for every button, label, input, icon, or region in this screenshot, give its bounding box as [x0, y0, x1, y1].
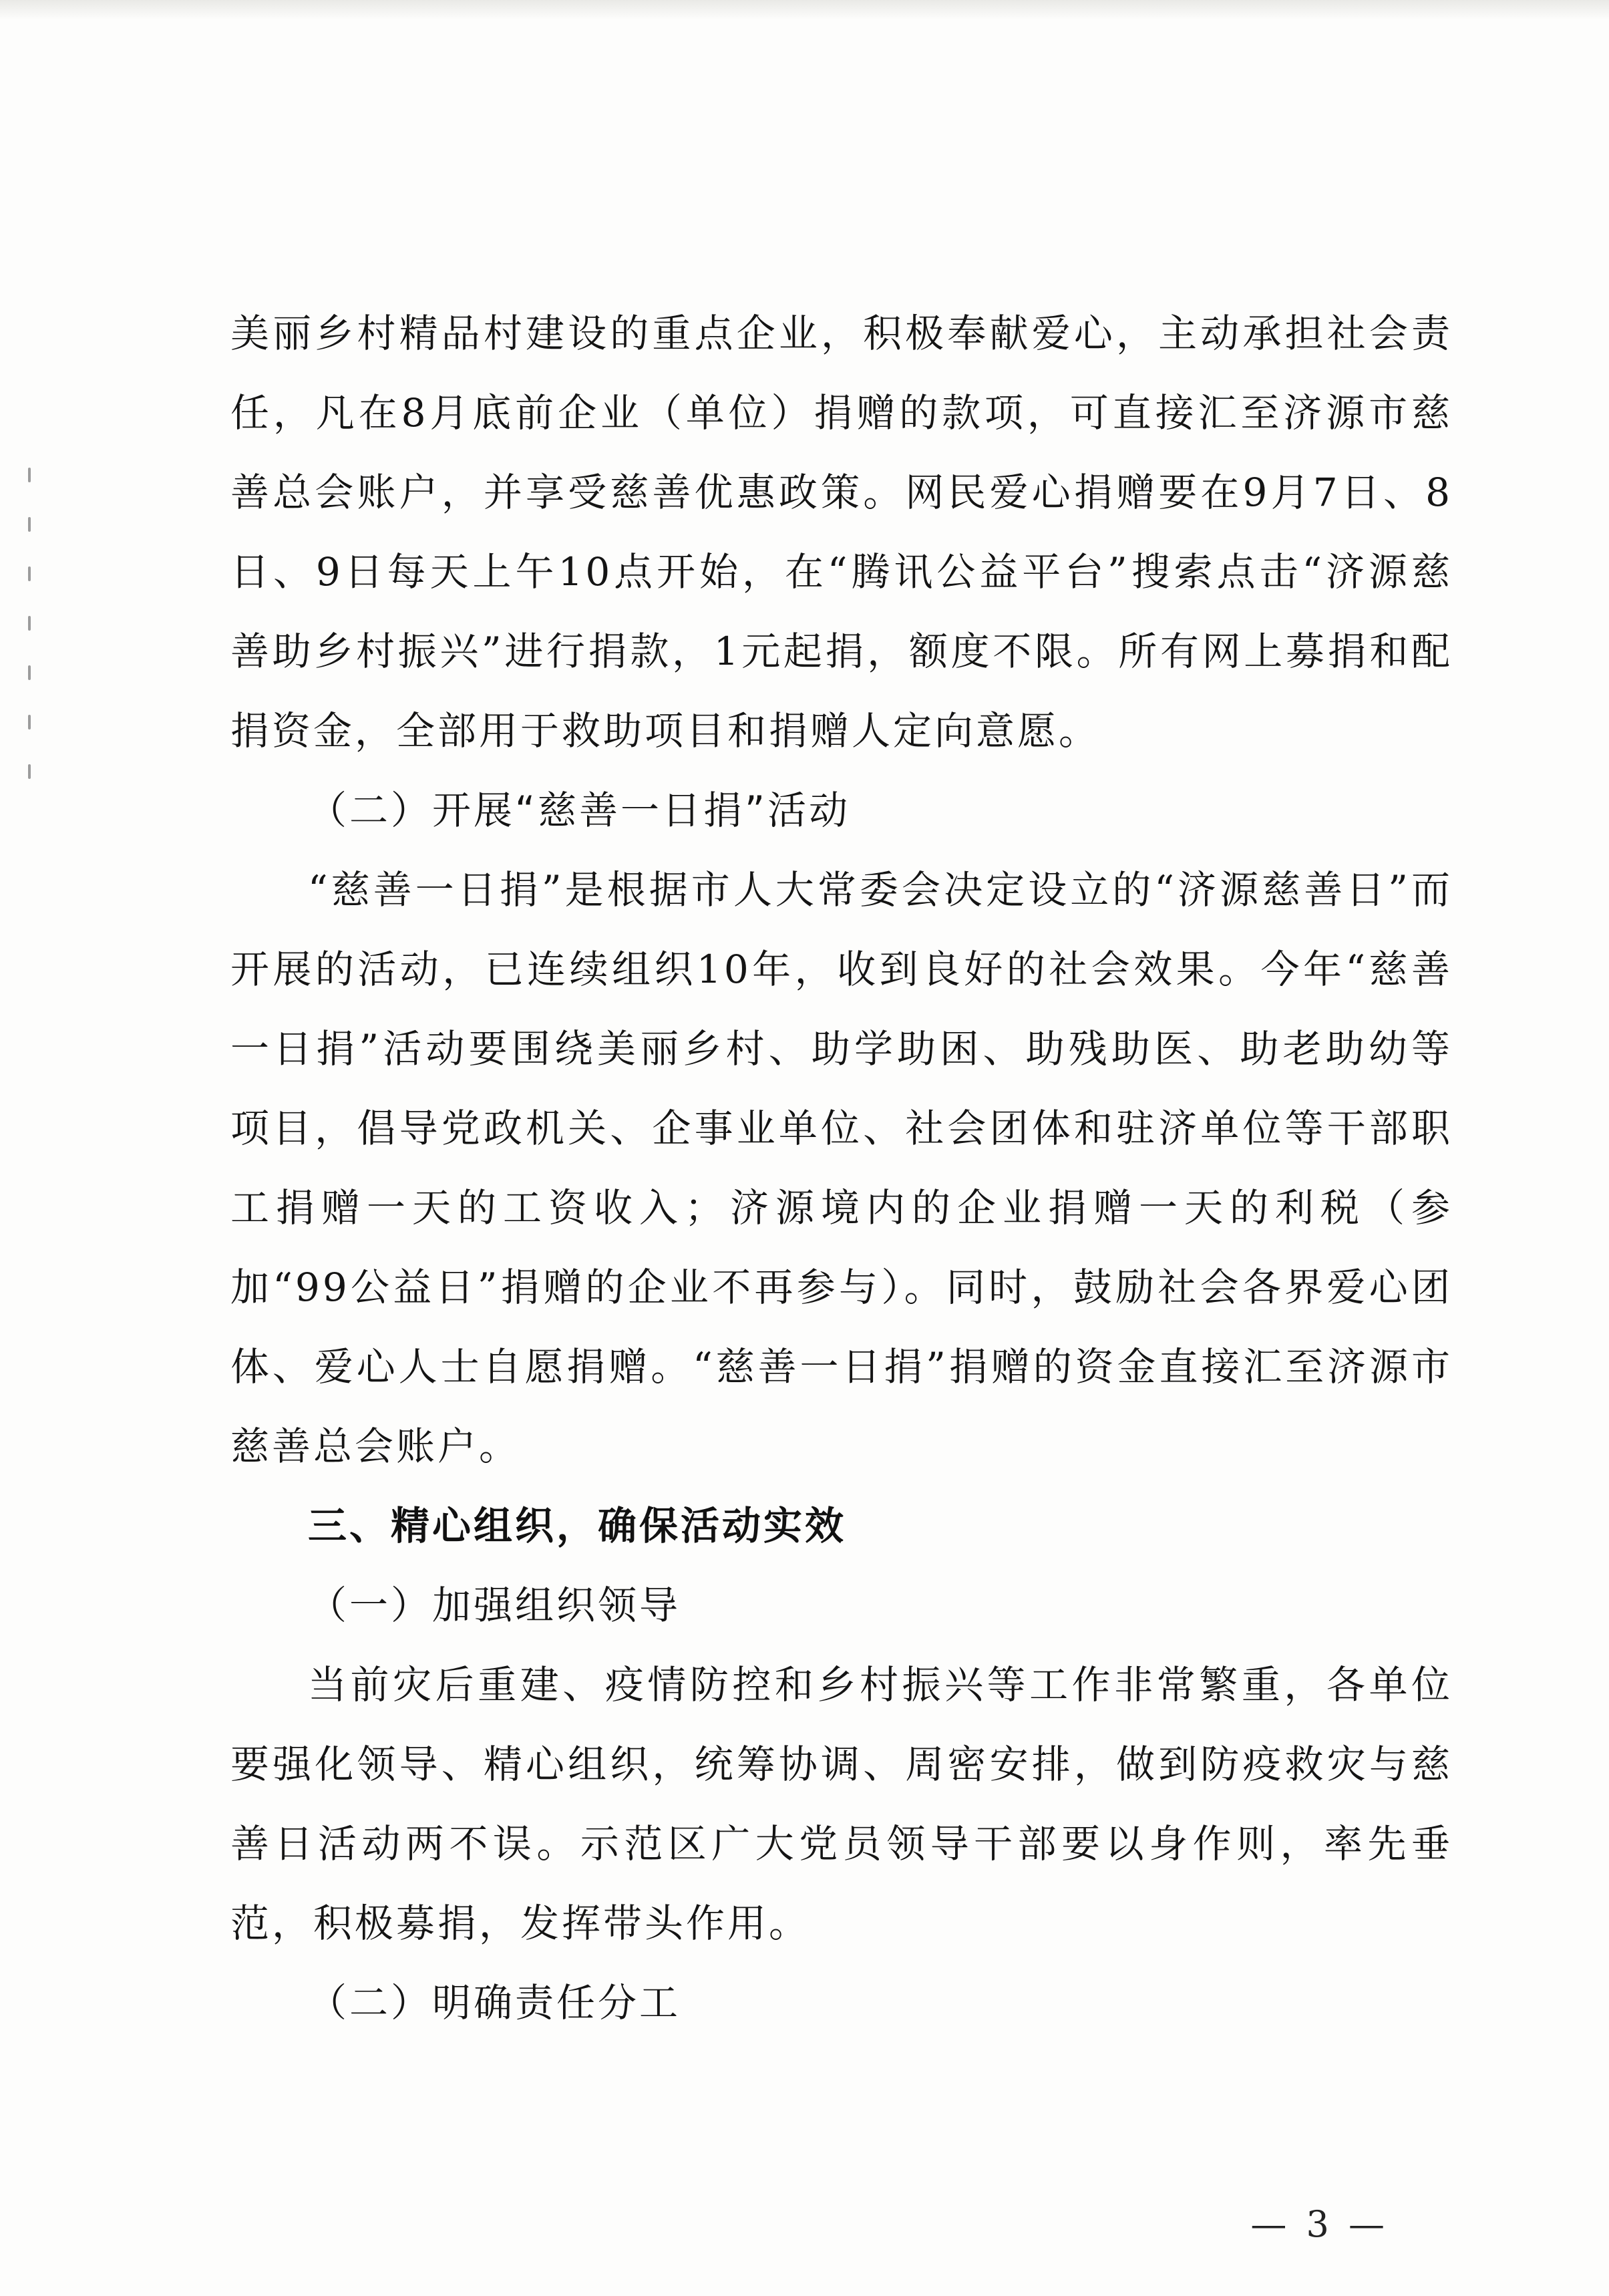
scan-edge: [0, 0, 1609, 20]
binding-holes: [25, 468, 35, 815]
section-heading-3-2: （二）明确责任分工: [308, 1980, 681, 2025]
document-body: [230, 294, 1453, 2043]
paragraph-charity-day: “慈善一日捐”是根据市人大常委会决定设立的“济源慈善日”而开展的活动，已连续组织10年，收到良好的社会效果。今年“慈善一日捐”活动要围绕美丽乡村、助学助困、助残助医、助老助幼等项目，倡导党政机关、企事业单位、社会团体和驻济单位等干部职工捐赠一天的工资收入；济源境内的企业捐赠一天的利税（参加“99公益日”捐赠的企业不再参与）。同时，鼓励社会各界爱心团体、爱心人士自愿捐赠。“慈善一日捐”捐赠的资金直接汇至济源市慈善总会账户。: [230, 867, 1453, 1469]
page-number: — 3 —: [1250, 2203, 1389, 2245]
section-heading-2-2: （二）开展“慈善一日捐”活动: [308, 788, 851, 833]
section-heading-3-1: （一）加强组织领导: [308, 1583, 681, 1628]
paragraph-organization: 当前灾后重建、疫情防控和乡村振兴等工作非常繁重，各单位要强化领导、精心组织，统筹协调、周密安排，做到防疫救灾与慈善日活动两不误。示范区广大党员领导干部要以身作则，率先垂范，积极募捐，发挥带头作用。: [230, 1662, 1453, 1946]
paragraph-continuation: 美丽乡村精品村建设的重点企业，积极奉献爱心，主动承担社会责任，凡在8月底前企业（单位）捐赠的款项，可直接汇至济源市慈善总会账户，并享受慈善优惠政策。网民爱心捐赠要在9月7日、8日、9日每天上午10点开始，在“腾讯公益平台”搜索点击“济源慈善助乡村振兴”进行捐款，1元起捐，额度不限。所有网上募捐和配捐资金，全部用于救助项目和捐赠人定向意愿。: [230, 311, 1453, 754]
section-heading-3: 三、精心组织，确保活动实效: [308, 1503, 847, 1548]
